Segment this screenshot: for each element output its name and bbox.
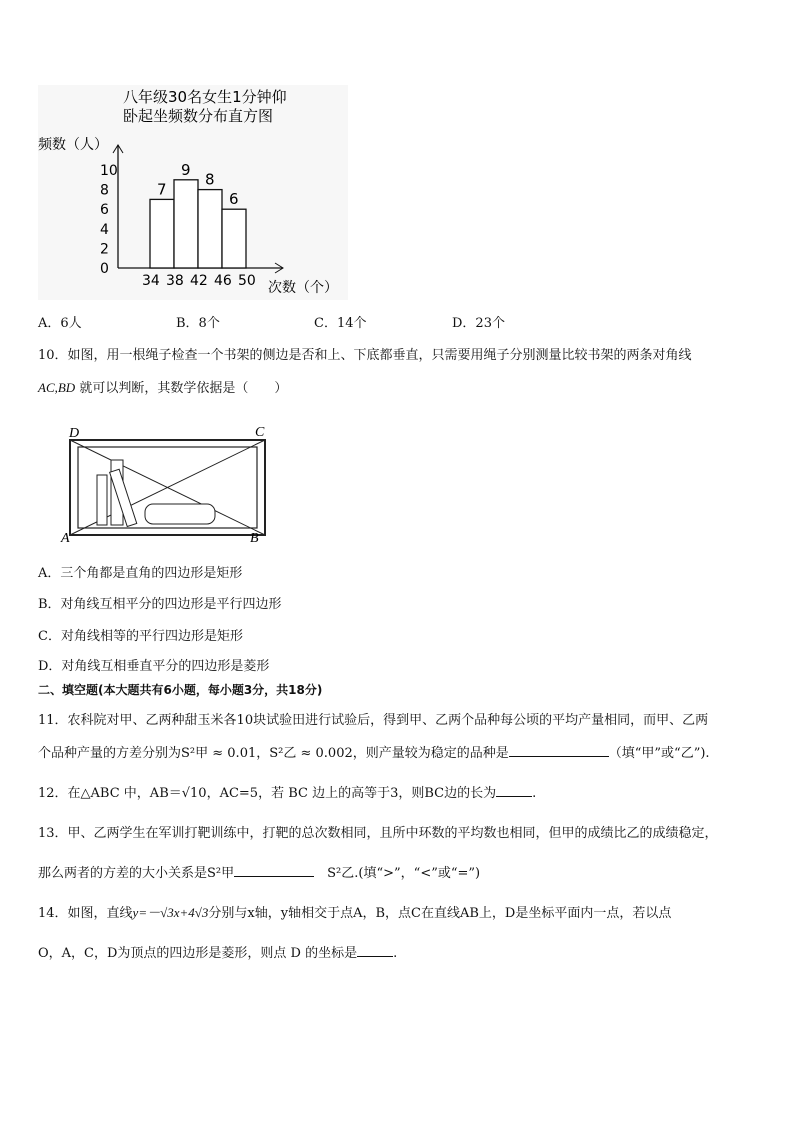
q10-option-b[interactable]: B．对角线互相平分的四边形是平行四边形 <box>38 597 282 612</box>
q11-post: 则产量较为稳定的品种是 <box>365 746 509 761</box>
bookshelf-figure <box>55 420 285 545</box>
q11-variance-yi: S²乙 ≈ 0.002， <box>269 746 366 761</box>
q12-line <box>38 782 536 801</box>
y-tick-label: 6 <box>100 202 109 219</box>
q10-line2 <box>38 377 287 396</box>
q10-line1: 10．如图，用一根绳子检查一个书架的侧边是否和上、下底都垂直，只需要用绳子分别测量比较书架的两条对角线 <box>38 348 692 363</box>
x-tick-label: 50 <box>238 273 256 289</box>
y-tick-label: 10 <box>100 163 118 179</box>
q9-option-a[interactable]: A．6人 <box>38 316 82 331</box>
bar-value-label: 6 <box>229 190 239 209</box>
q14-equation: y=－√3x+4√3 <box>132 905 209 920</box>
x-tick-label: 38 <box>166 273 184 289</box>
q11-tail: （填“甲”或“乙”). <box>608 746 710 761</box>
y-tick-label: 2 <box>100 241 109 258</box>
q9-option-c[interactable]: C．14个 <box>314 316 367 331</box>
section-2-heading: 二、填空题(本大题共有6小题，每小题3分，共18分) <box>38 683 323 697</box>
q11-line1: 11．农科院对甲、乙两种甜玉米各10块试验田进行试验后，得到甲、乙两个品种每公顷的平均产量相同，而甲、乙两 <box>38 713 709 728</box>
histogram-figure <box>38 85 348 300</box>
chart-title-1: 八年级30名女生1分钟仰 <box>123 88 287 106</box>
q11-line2 <box>38 742 710 761</box>
q14-pre: 14．如图，直线 <box>38 906 133 921</box>
q13-answer-blank[interactable] <box>234 864 314 877</box>
q11-variance-jia: S²甲 ≈ 0.01， <box>181 746 270 761</box>
y-tick-label: 0 <box>100 261 109 277</box>
histogram-svg <box>38 85 348 300</box>
q10-math: AC,BD <box>38 380 76 395</box>
q13-variance-jia: S²甲 <box>207 866 235 881</box>
y-axis-label: 频数（人） <box>38 137 108 153</box>
q13-line2 <box>38 862 480 881</box>
q14-answer-blank[interactable] <box>357 944 393 957</box>
histogram-bar <box>174 180 198 268</box>
q10-option-d[interactable]: D．对角线互相垂直平分的四边形是菱形 <box>38 659 270 674</box>
q12-post: ，AC=5，若 BC 边上的高等于3，则BC边的长为 <box>206 786 497 801</box>
q12-sqrt: √10 <box>181 786 207 801</box>
q12-answer-blank[interactable] <box>496 784 532 797</box>
x-axis-label: 次数（个） <box>268 280 338 296</box>
q10-text: 就可以判断，其数学依据是（ ） <box>79 381 288 396</box>
label-a: A <box>61 531 70 545</box>
q13-variance-yi: S²乙 <box>327 866 355 881</box>
y-tick-label: 4 <box>100 221 109 238</box>
bar-value-label: 7 <box>157 180 167 199</box>
q12-pre: 12．在△ABC 中，AB＝ <box>38 786 182 801</box>
bar-value-label: 9 <box>181 160 191 179</box>
histogram-bar <box>150 199 174 268</box>
q12-tail: . <box>532 786 537 801</box>
label-d: D <box>69 426 80 441</box>
q14-text: O，A，C，D为顶点的四边形是菱形，则点 D 的坐标是 <box>38 946 358 961</box>
q13-tail: .(填“>”，“<”或“=”) <box>354 866 481 881</box>
histogram-bar <box>198 190 222 268</box>
q14-line1 <box>38 902 671 921</box>
x-tick-label: 34 <box>142 273 160 289</box>
q10-option-c[interactable]: C．对角线相等的平行四边形是矩形 <box>38 629 243 644</box>
chart-title-2: 卧起坐频数分布直方图 <box>123 107 274 125</box>
q14-line2 <box>38 942 397 961</box>
q13-pre: 那么两者的方差的大小关系是 <box>38 866 208 881</box>
q11-answer-blank[interactable] <box>509 744 609 757</box>
q11-pre: 个品种产量的方差分别为 <box>38 746 182 761</box>
book <box>97 475 107 525</box>
q13-line1: 13．甲、乙两学生在军训打靶训练中，打靶的总次数相同，且所中环数的平均数也相同，但甲的成绩比乙的成绩稳定， <box>38 826 718 841</box>
label-b: B <box>250 531 259 545</box>
histogram-bar <box>222 209 246 268</box>
bar-value-label: 8 <box>205 170 215 189</box>
x-tick-label: 46 <box>214 273 232 289</box>
q9-option-d[interactable]: D．23个 <box>452 316 505 331</box>
q14-post: 分别与x轴，y轴相交于点A，B，点C在直线AB上，D是坐标平面内一点，若以点 <box>208 906 672 921</box>
q14-tail: . <box>393 946 398 961</box>
label-c: C <box>255 425 265 440</box>
q9-option-b[interactable]: B．8个 <box>176 316 220 331</box>
q10-option-a[interactable]: A．三个角都是直角的四边形是矩形 <box>38 566 243 581</box>
x-tick-label: 42 <box>190 273 208 289</box>
y-tick-label: 8 <box>100 182 109 199</box>
book-lying <box>145 504 215 524</box>
